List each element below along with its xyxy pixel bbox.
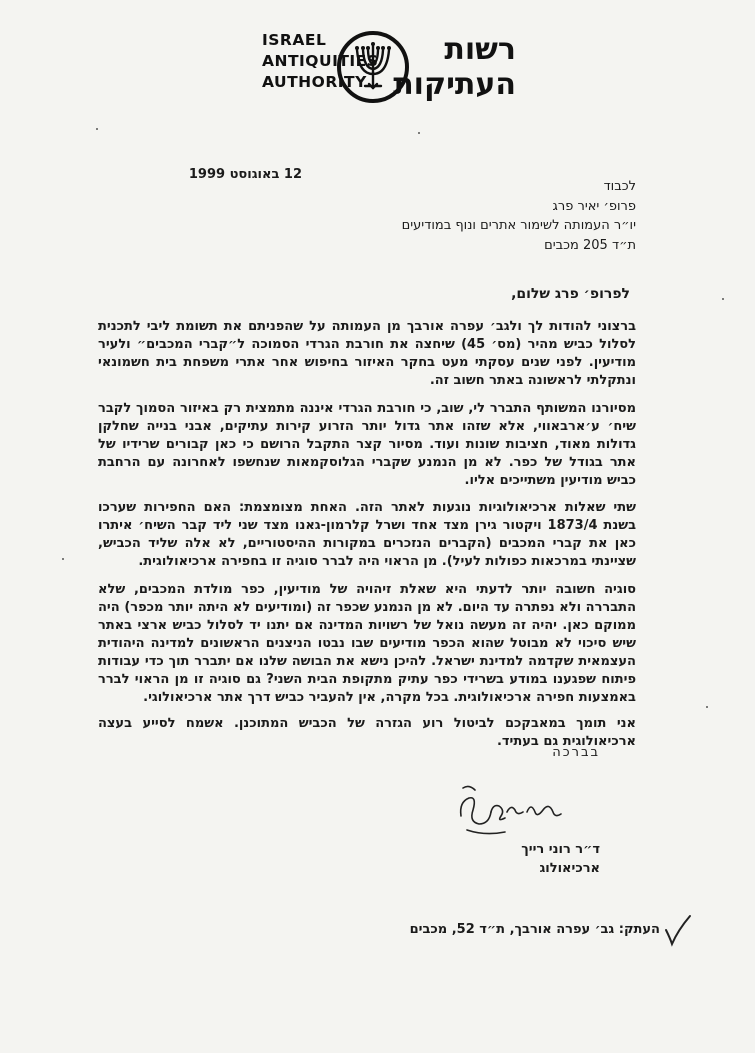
org-name-en-line: AUTHORITY (262, 73, 367, 91)
recipient-block (150, 177, 636, 255)
checkmark-icon (662, 912, 692, 948)
recipient-line: פרופ׳ יאיר פרג (552, 198, 636, 214)
signer-name: ד״ר רוני רייך (521, 842, 600, 857)
org-name-he-line: רשות (444, 32, 516, 67)
org-name-en-line: ISRAEL (262, 31, 327, 49)
signer-block (470, 840, 600, 878)
handwritten-signature-icon (455, 782, 567, 840)
scan-speck (722, 298, 724, 300)
recipient-line: לכבוד (603, 179, 636, 194)
body-paragraph: שתי שאלות ארכיאולוגיות נוגעות לאתר הזה. האחת מצומצמת: האם החפירות שערכו בשנת 1873/4 ויקטור גירן מצד אחד ושרל קלרמון-גאנו מצד שני ליד קבר השיח׳ איתרו כאן את קברי המכבים (הקברים הנזכרים במקורות ההיסטוריים, לא אלה שליד הכביש, שציינתי במרכאות כפולות לעיל). מן הראוי היה לברר סוגיה זו בחפירה ארכיאולוגית. (98, 500, 636, 569)
recipient-line: יו״ר העמותה לשימור אתרים ונוף במודיעים (401, 218, 636, 233)
body-paragraph: אני תומך במאבקכם לביטול רוע הגזרה של הכביש המתוכנן. אשמח לסייע בעצה ארכיאולוגית גם בעתיד. (98, 716, 636, 749)
body-paragraph: ברצוני להודות לך ולגב׳ עפרה אורבך מן העמותה על שהפניתם את תשומת ליבי לתכנית לסלול כביש מהיר (מס׳ 45) שיחצה את חורבת הגרדי הסמוכה ל״קברי המכבים״ ולעיר מודיעין. לפני שנים עסקתי מעט בחקר האיזור בחיפוש אחר אתרי משפחת בית חשמונאי ונתקלתי לראשונה באתר חשוב זה. (98, 319, 637, 388)
scan-speck (96, 128, 98, 130)
recipient-line: ת״ד 205 מכבים (544, 237, 636, 253)
org-name-english (262, 30, 379, 93)
org-name-he-line: העתיקות (393, 67, 516, 102)
signer-title: ארכיאולוג (539, 861, 600, 876)
salutation: לפרופ׳ פרג שלום, (511, 286, 630, 302)
org-name-en-line: ANTIQUITIES (262, 52, 379, 70)
scan-speck (62, 558, 64, 560)
scan-speck (418, 132, 420, 134)
org-name-hebrew (393, 32, 516, 102)
cc-line: העתק: גב׳ עפרה אורבך, ת״ד 52, מכבים (409, 922, 660, 937)
scan-speck (706, 706, 708, 708)
closing-greeting: בברכה (552, 745, 600, 760)
body-paragraph: מסיורנו המשותף התברר לי, שוב, כי חורבת הגרדי איננה מתמצית רק באיזור הסמוך לקבר שיח׳ ע׳ארבאווי, אלא שזהו אתר גדול יותר הזרוע קירות עתיקים, אבני בנייה שחלקן גדולות מאוד, חציבות שונות ועוד. מסיור קצר התקבל הרושם כי כאן קבורים שרידיו של אתר בגודל של כפר. לא מן הנמנע שקברי הגלוסקמאות שנחשפו לאחרונה עם הרחבת כביש מודיעין משתייכים אליו. (98, 401, 636, 488)
body-paragraph: סוגיה חשובה יותר לדעתי היא שאלת זיהויה של מודיעין, כפר מולדת המכבים, שלא התבררה ולא נפתרה עד היום. לא מן הנמנע שכפר זה (ומודיעים לא היתה יותר מכפר) היה ממוקם כאן. יהיה זה מעשה נואל של רשויות המדינה אם יתנו יד לסלול כביש ארצי באתר שיש סיכוי לא מבוטל שהוא הכפר מודיעים שבו נבטו הניצנים הראשונים למדינה היהודית העצמאית שקדמה למדינת ישראל. להיכן נישא את הבושה שלנו אם יתברר תוך כדי עבודות פיתוח שפגענו במודע בשרידי כפר עתיק מתקופת הבית השני? גם סוגיה זו מן הראוי לברר באמצעות חפירה ארכיאולוגית. בכל מקרה, אין להעביר כביש דרך אתר ארכיאולוגי. (98, 582, 636, 705)
letter-date: 12 באוגוסט 1999 (188, 167, 302, 182)
